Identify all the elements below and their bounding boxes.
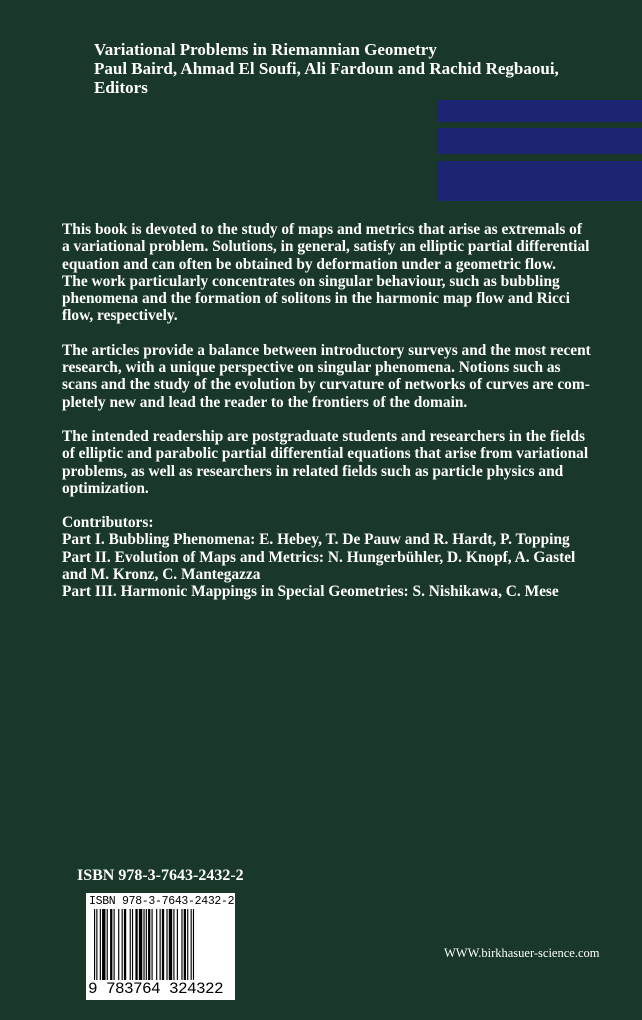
barcode-bar: [193, 909, 194, 991]
blurb-paragraph-3: The intended readership are postgraduate students and researchers in the fields of elliptic and parabolic partial differential equations that arise from variational problems, as well as researchers in related fields such as particle physics and optimization.: [62, 427, 589, 497]
barcode-bar: [118, 909, 119, 991]
barcode-bar: [122, 909, 123, 991]
barcode-bar: [107, 909, 108, 991]
barcode-bar: [166, 909, 167, 991]
barcode-bar: [110, 909, 112, 991]
blurb-paragraph-2: The articles provide a balance between introductory surveys and the most recent research, with a unique perspective on singular phenomena. Notions such as scans and the study of the evolution by curvature of networks of curves are com- pletely new and lead the reader to the frontiers of the domain.: [62, 341, 591, 411]
barcode-bars: [94, 909, 227, 991]
barcode-bar: [100, 909, 101, 991]
barcode-bar: [114, 909, 115, 991]
blurb: [62, 221, 628, 601]
contributor-line: Part II. Evolution of Maps and Metrics: N. Hungerbühler, D. Knopf, A. Gastel: [62, 548, 576, 566]
book-authors: Paul Baird, Ahmad El Soufi, Ali Fardoun and Rachid Regbaoui,: [94, 59, 559, 78]
isbn-label: ISBN 978-3-7643-2432-2: [77, 867, 244, 884]
barcode-bar: [191, 909, 192, 991]
decorative-bar-2: [437, 128, 642, 154]
decorative-bar-1: [437, 100, 642, 122]
barcode-bar: [148, 909, 150, 991]
contributor-line: and M. Kronz, C. Mantegazza: [62, 566, 261, 584]
barcode-bar: [177, 909, 178, 991]
barcode-bar: [184, 909, 186, 991]
contributor-line: Part I. Bubbling Phenomena: E. Hebey, T. De Pauw and R. Hardt, P. Topping: [62, 531, 570, 549]
barcode-bar: [139, 909, 142, 991]
decorative-bar-3: [437, 161, 642, 201]
barcode-bar: [152, 909, 153, 991]
barcode-bar: [162, 909, 164, 991]
book-title: Variational Problems in Riemannian Geometry: [94, 40, 437, 59]
barcode-bar: [94, 909, 95, 991]
barcode-digits: 9 783764 324322: [88, 980, 233, 998]
barcode-isbn-text: ISBN 978-3-7643-2432-2: [89, 895, 235, 908]
book-editors-label: Editors: [94, 78, 148, 97]
barcode-bar: [169, 909, 172, 991]
barcode-bar: [132, 909, 133, 991]
barcode-bar: [173, 909, 174, 991]
barcode-bar: [102, 909, 105, 991]
barcode-bar: [181, 909, 182, 991]
barcode-bar: [160, 909, 161, 991]
contributors-section: [62, 514, 628, 600]
barcode: [86, 893, 235, 1000]
contributor-line: Part III. Harmonic Mappings in Special Geometries: S. Nishikawa, C. Mese: [62, 583, 559, 601]
barcode-bar: [96, 909, 97, 991]
barcode-bar: [130, 909, 131, 991]
barcode-bar: [187, 909, 188, 991]
barcode-bar: [124, 909, 126, 991]
book-header: [94, 40, 634, 97]
blurb-paragraph-1: This book is devoted to the study of maps and metrics that arise as extremals of a variational problem. Solutions, in general, satisfy an elliptic partial differential equation and can often be obtained by deformation under a geometric flow. The work particularly concentrates on singular behaviour, such as bubbling phenomena and the formation of solitons in the harmonic map flow and Ricci flow, respectively.: [62, 221, 590, 325]
publisher-website: WWW.birkhasuer-science.com: [444, 946, 600, 960]
barcode-bar: [135, 909, 137, 991]
barcode-bar: [156, 909, 157, 991]
contributors-heading: Contributors:: [62, 514, 154, 532]
barcode-bar: [143, 909, 144, 991]
barcode-bar: [146, 909, 147, 991]
